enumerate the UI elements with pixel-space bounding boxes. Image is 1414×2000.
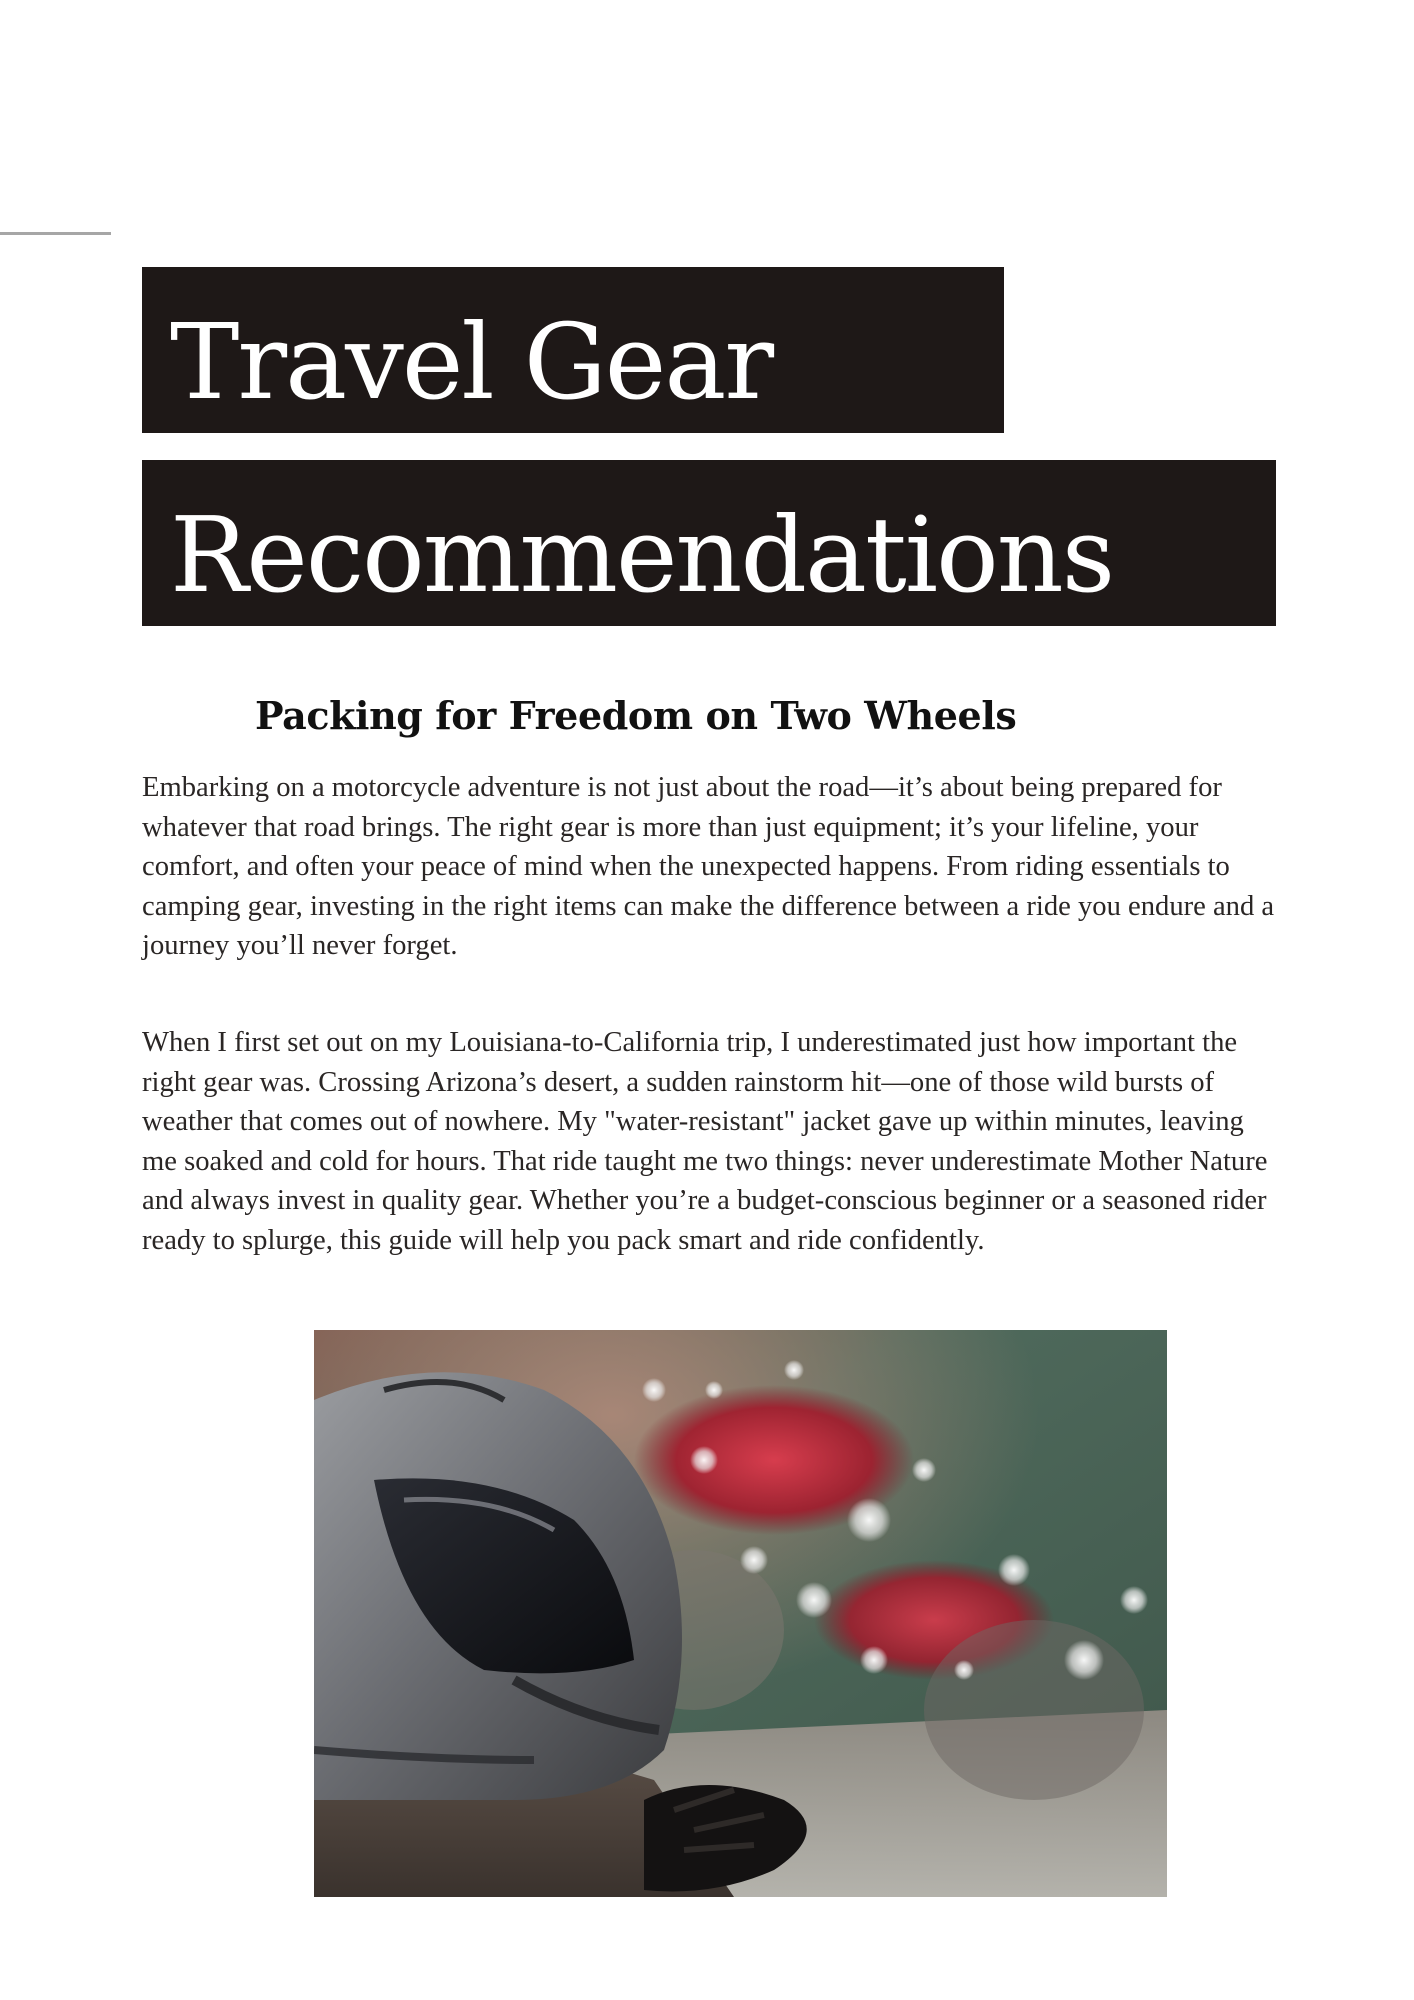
page-title-line-2: Recommendations [142, 460, 1276, 626]
accent-rule [0, 232, 111, 235]
intro-paragraph: Embarking on a motorcycle adventure is not just about the road—it’s about being prepared for whatever that road brings. The right gear is more than just equipment; it’s your lifeline, your comfort, and often your peace of mind when the unexpected happens. From riding essentials to camping gear, investing in the right items can make the difference between a ride you endure and a journey you’ll never forget. [142, 772, 1275, 962]
section-subtitle: Packing for Freedom on Two Wheels [255, 693, 1017, 738]
page-title-line-1: Travel Gear [142, 267, 1004, 433]
helmet-motorcycle-photo [314, 1330, 1167, 1897]
story-paragraph: When I first set out on my Louisiana-to-California trip, I underestimated just how important the right gear was. Crossing Arizona’s desert, a sudden rainstorm hit—one of those wild bursts of weather that comes out of nowhere. My "water-resistant" jacket gave up within minutes, leaving me soaked and cold for hours. That ride taught me two things: never underestimate Mother Nature and always invest in quality gear. Whether you’re a budget-conscious beginner or a seasoned rider ready to splurge, this guide will help you pack smart and ride confidently. [142, 1027, 1268, 1256]
